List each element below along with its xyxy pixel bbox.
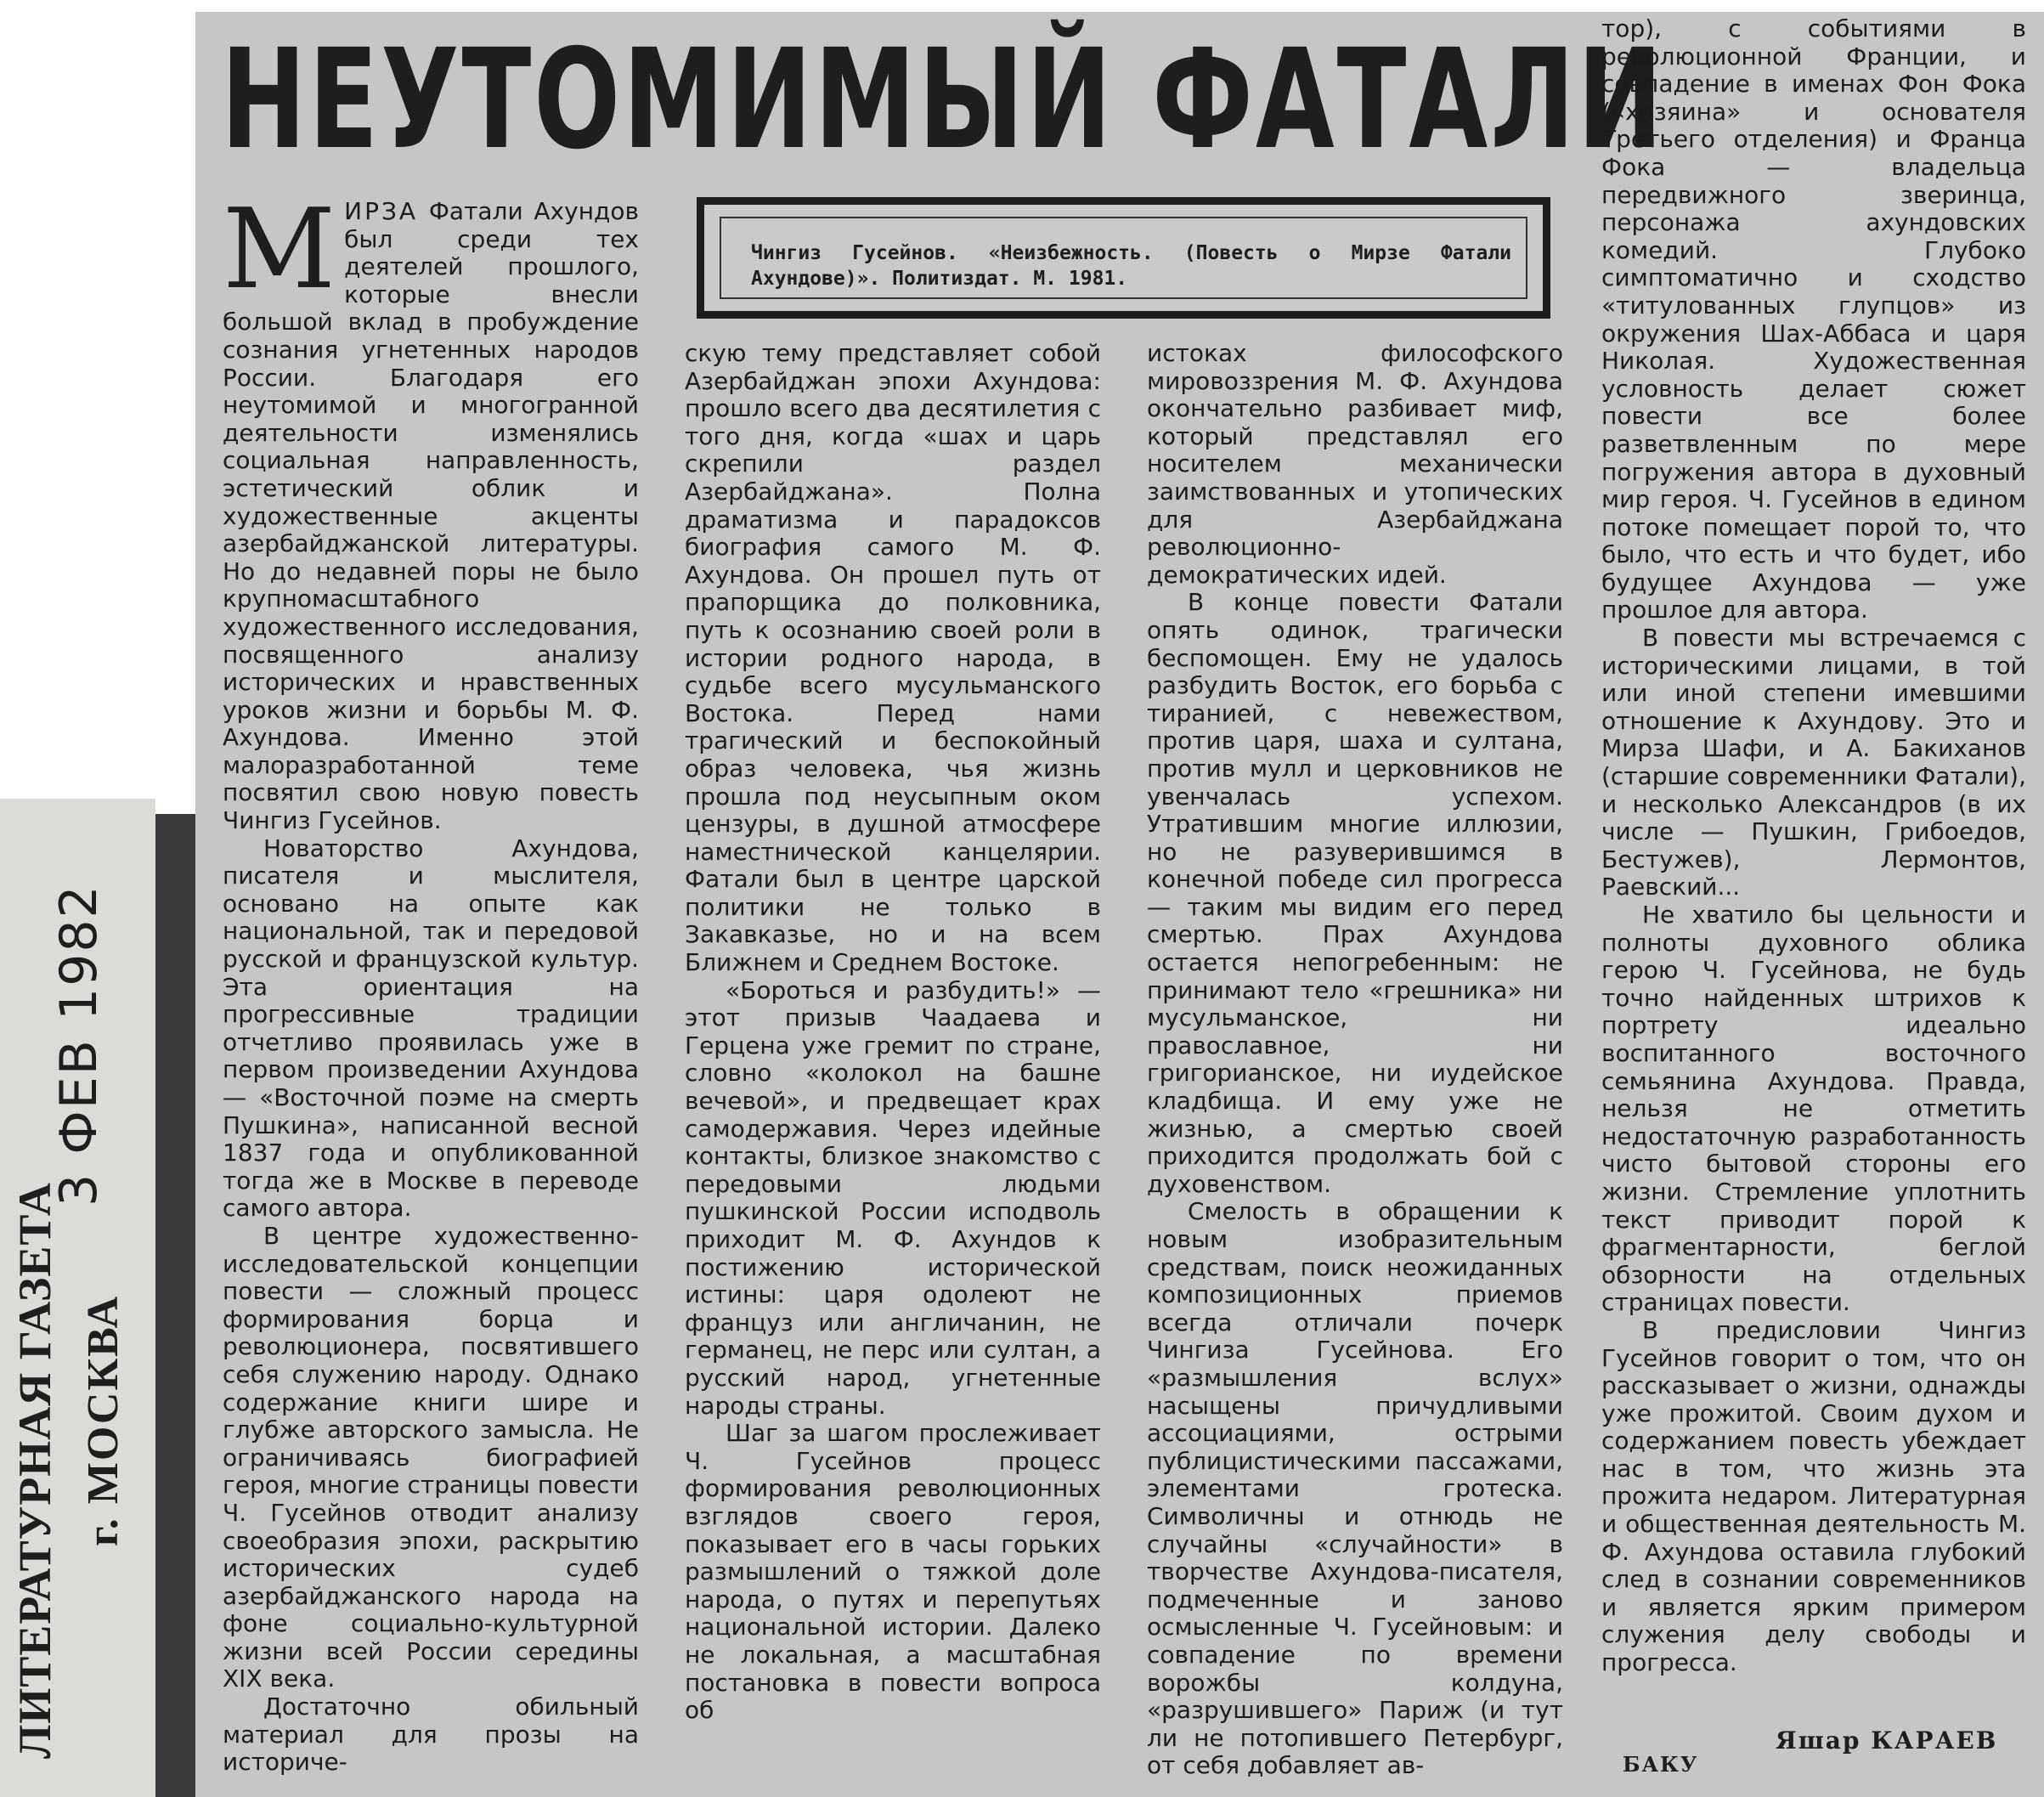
paragraph: В конце повести Фатали опять одинок, трагически беспомощен. Ему не удалось разбудить Восток, его борьба с тиранией, с невежеством, против царя, шаха и султана, против мулл и церковников не увенчалась успехом. Утратившим многие иллюзии, но не разуверившимся в конечной победе сил прогресса — таким мы видим его перед смертью. Прах Ахундова остается непогребенным: не принимают тело «грешника» ни мусульманское, ни православное, ни григорианское, ни иудейское кладбища. И ему уже не жизнью, а смертью своей приходится продолжать бой с духовенством. [1147, 588, 1563, 1198]
article-headline: НЕУТОМИМЫЙ ФАТАЛИ [221, 20, 1665, 180]
paragraph: В повести мы встречаемся с историческими лицами, в той или иной степени имевшими отношение к Ахундову. Это и Мирза Шафи, и А. Бакиханов (старшие современники Фатали), и несколько Александров (в их числе — Пушкин, Грибоедов, Бестужев), Лермонтов, Раевский... [1601, 624, 2026, 901]
dateline-city: БАКУ [1623, 1752, 1699, 1777]
scan-shadow-strip [155, 814, 198, 1797]
stamp-city: г. МОСКВА [79, 1294, 127, 1546]
paragraph: Шаг за шагом прослеживает Ч. Гусейнов процесс формирования революционных взглядов своего героя, показывает его в часы горьких размышлений о тяжкой доле народа, о путях и перепутьях национальной истории. Далеко не локальная, а масштабная постановка в повести вопроса об [685, 1419, 1101, 1725]
article-column-3 [1147, 340, 1563, 1780]
drop-cap: М [223, 184, 336, 314]
stamp-newspaper-name: ЛИТЕРАТУРНАЯ ГАЗЕТА [9, 1182, 60, 1759]
paragraph: Не хватило бы цельности и полноты духовного облика герою Ч. Гусейнова, не будь точно найденных штрихов к портрету идеально воспитанного восточного семьянина Ахундова. Правда, нельзя не отметить недостаточную разработанность чисто бытовой стороны его жизни. Стремление уплотнить текст приводит порой к фрагментарности, беглой обзорности на отдельных страницах повести. [1601, 901, 2026, 1317]
paragraph: В предисловии Чингиз Гусейнов говорит о том, что он рассказывает о жизни, однажды уже прожитой. Своим духом и содержанием повесть убеждает нас в том, что жизнь эта прожита недаром. Литературная и общественная деятельность М. Ф. Ахундова оставила глубокий след в сознании современников и является ярким примером служения делу свободы и прогресса. [1601, 1315, 2026, 1677]
paragraph: В центре художественно-исследовательской концепции повести — сложный процесс формирования борца и революционера, посвятившего себя служению народу. Однако содержание книги шире и глубже авторского замысла. Не ограничиваясь биографией героя, многие страницы повести Ч. Гусейнов отводит анализу своеобразия эпохи, раскрытию исторических судеб азербайджанского народа на фоне социально-культурной жизни всей России середины XIX века. [223, 1221, 639, 1693]
article-column-2 [685, 340, 1101, 1725]
paragraph [223, 184, 639, 835]
paragraph: «Бороться и разбудить!» — этот призыв Чаадаева и Герцена уже гремит по стране, словно «колокол на башне вечевой», и предвещает крах самодержавия. Через идейные контакты, близкое знакомство с передовыми людьми пушкинской России исподволь приходит М. Ф. Ахундов к постижению исторической истины: царя одолеют не француз или англичанин, не германец, не перс или султан, а русский народ, угнетенные народы страны. [685, 975, 1101, 1420]
paragraph: скую тему представляет собой Азербайджан эпохи Ахундова: прошло всего два десятилетия с того дня, когда «шах и царь скрепили раздел Азербайджана». Полна драматизма и парадоксов биография самого М. Ф. Ахундова. Он прошел путь от прапорщика до полковника, путь к осознанию своей роли в истории родного народа, в судьбе всего мусульманского Востока. Перед нами трагический и беспокойный образ человека, чья жизнь прошла под неусыпным оком цензуры, в душной атмосфере наместнической канцелярии. Фатали был в центре царской политики не только в Закавказье, но и на всем Ближнем и Среднем Востоке. [685, 339, 1101, 977]
paragraph-text: Фатали Ахундов был среди тех деятелей прошлого, которые внесли большой вклад в пробуждение сознания угнетенных народов России. Благодаря его неутомимой и многогранной деятельности изменялись социальная направленность, эстетический облик и художественные акценты азербайджанской литературы. Но до недавней поры не было крупномасштабного художественного исследования, посвященного анализу исторических и нравственных уроков жизни и борьбы М. Ф. Ахундова. Именно этой малоразработанной теме посвятил свою новую повесть Чингиз Гусейнов. [223, 197, 639, 835]
drop-cap-rest: ИРЗА [344, 197, 419, 225]
paragraph: тор), с событиями в революционной Франции, и совпадение в именах Фон Фока («хозяина» и основателя Третьего отделения) и Франца Фока — владельца передвижного зверинца, персонажа ахундовских комедий. Глубоко симптоматично и сходство «титулованных глупцов» из окружения Шах-Аббаса и царя Николая. Художественная условность делает сюжет повести все более разветвленным по мере погружения автора в духовный мир героя. Ч. Гусейнов в едином потоке помещает порой то, что было, что есть и что будет, ибо будущее Ахундова — уже прошлое для автора. [1601, 14, 2026, 624]
paragraph: Новаторство Ахундова, писателя и мыслителя, основано на опыте как национальной, так и передовой русской и французской культур. Эта ориентация на прогрессивные традиции отчетливо проявилась уже в первом произведении Ахундова — «Восточной поэме на смерть Пушкина», написанной весной 1837 года и опубликованной тогда же в Москве в переводе самого автора. [223, 834, 639, 1223]
book-reference-box [697, 197, 1550, 319]
paragraph: истоках философского мировоззрения М. Ф. Ахундова окончательно разбивает миф, который представлял его носителем механически заимствованных и утопических для Азербайджана революционно-демократических идей. [1147, 339, 1563, 589]
article-column-4 [1601, 15, 2026, 1677]
book-reference-text: Чингиз Гусейнов. «Неизбежность. (Повесть о Мирзе Фатали Ахундове)». Политиздат. М. 1981. [751, 242, 1511, 290]
article-column-1 [223, 184, 639, 1777]
paragraph: Смелость в обращении к новым изобразительным средствам, поиск неожиданных композиционных приемов всегда отличали почерк Чингиза Гусейнова. Его «размышления вслух» насыщены причудливыми ассоциациями, острыми публицистическими пассажами, элементами гротеска. Символичны и отнюдь не случайны «случайности» в творчестве Ахундова-писателя, подмеченные и заново осмысленные Ч. Гусейновым: и совпадение по времени ворожбы колдуна, «разрушившего» Париж (и тут ли не потопившего Петербург, от себя добавляет ав- [1147, 1197, 1563, 1780]
author-signature: Яшар КАРАЕВ [1776, 1726, 1998, 1755]
paragraph: Достаточно обильный материал для прозы на историче- [223, 1692, 639, 1777]
stamp-date: 3 ФЕВ 1982 [49, 884, 109, 1206]
